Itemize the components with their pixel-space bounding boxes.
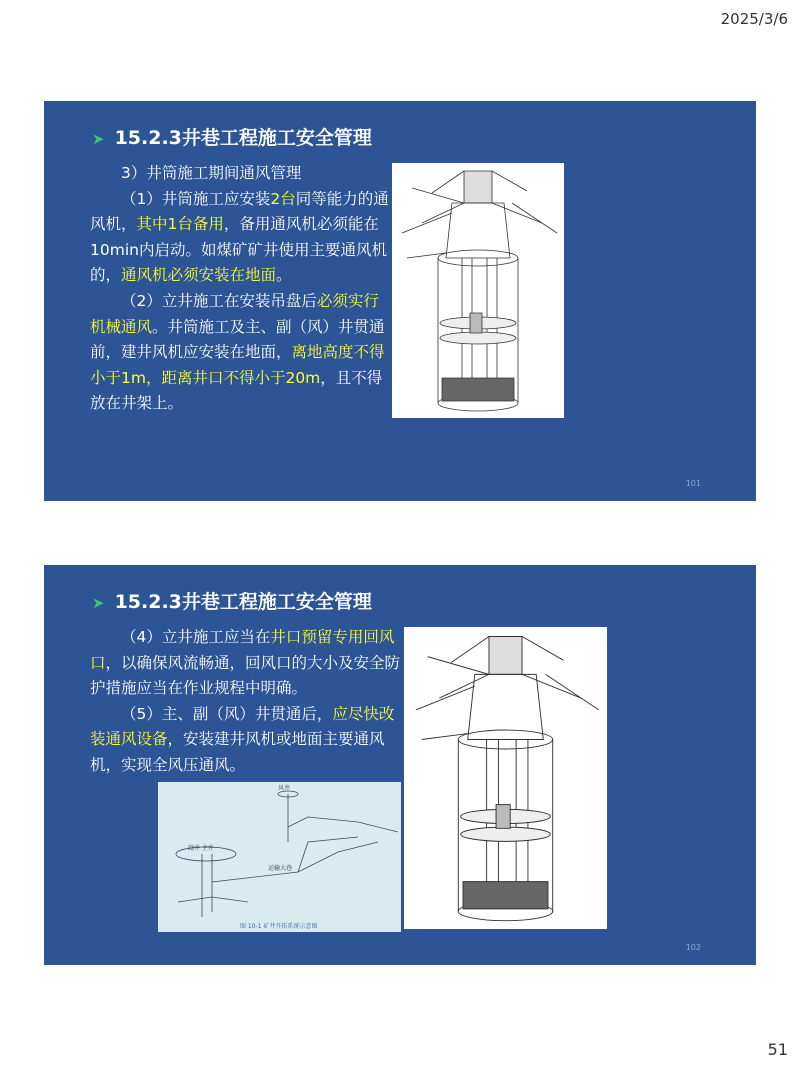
paragraph: [90, 289, 390, 417]
text-run: 。井筒施工及主、副（风）井贯通前，建井风机应安装在地面，: [90, 317, 385, 362]
highlighted-text: 应尽快改装通风设备: [90, 704, 395, 749]
slide-title: ➤ 15.2.3井巷工程施工安全管理: [92, 591, 372, 613]
shaft-equipment-diagram: [392, 163, 564, 418]
slide-title: ➤ 15.2.3井巷工程施工安全管理: [92, 127, 372, 149]
shaft-diagram-drawing: [404, 627, 607, 929]
paragraph: [90, 187, 390, 289]
highlighted-text: 必须实行机械通风: [90, 291, 379, 336]
text-run: 同等能力的通风机，: [90, 189, 389, 234]
shaft-equipment-diagram: [404, 627, 607, 929]
text-run: 。: [276, 266, 292, 285]
text-run: （2）立井施工在安装吊盘后: [121, 291, 317, 310]
highlighted-text: 离地高度不得小于1m，距离井口不得小于20m: [90, 343, 385, 387]
text-run: 3）井筒施工期间通风管理: [121, 164, 302, 182]
text-run: ，以确保风流畅通，回风口的大小及安全防护措施应当在作业规程中明确。: [90, 653, 401, 698]
highlighted-text: 2台: [270, 189, 296, 208]
slide-number: 101: [685, 479, 701, 488]
slide-102: [44, 565, 756, 965]
diagram-label: 副井 主井: [188, 845, 214, 852]
highlighted-text: 其中1台备用: [136, 215, 224, 234]
slide-body-text: [90, 625, 403, 779]
paragraph: [90, 161, 390, 187]
text-run: ，且不得放在井架上。: [90, 368, 383, 413]
text-run: ，安装建井风机或地面主要通风机，实现全风压通风。: [90, 730, 385, 774]
mine-system-drawing: [158, 782, 401, 932]
text-run: （5）主、副（风）井贯通后，: [121, 704, 333, 723]
highlighted-text: 井口预留专用回风口: [90, 628, 395, 672]
text-run: （1）井筒施工应安装: [121, 189, 271, 208]
text-run: ，备用通风机必须能在10min内启动。如煤矿矿井使用主要通风机的，: [90, 215, 387, 285]
arrow-bullet-icon: ➤: [92, 594, 105, 612]
paragraph: [90, 702, 403, 779]
diagram-label: 风井: [278, 785, 291, 792]
slide-number: 102: [685, 943, 701, 952]
text-run: （4）立井施工应当在: [121, 628, 271, 646]
diagram-caption: 图 10-1 矿井开拓系统示意图: [240, 923, 318, 930]
paragraph: [90, 625, 403, 702]
shaft-diagram-drawing: [392, 163, 564, 418]
slide-body-text: [90, 161, 390, 417]
mine-development-diagram: [158, 782, 401, 932]
diagram-label: 运输大巷: [268, 865, 293, 872]
slide-101: [44, 101, 756, 501]
page-number: 51: [767, 1040, 788, 1059]
print-date: 2025/3/6: [720, 10, 788, 28]
highlighted-text: 通风机必须安装在地面: [121, 266, 277, 285]
arrow-bullet-icon: ➤: [92, 130, 105, 148]
